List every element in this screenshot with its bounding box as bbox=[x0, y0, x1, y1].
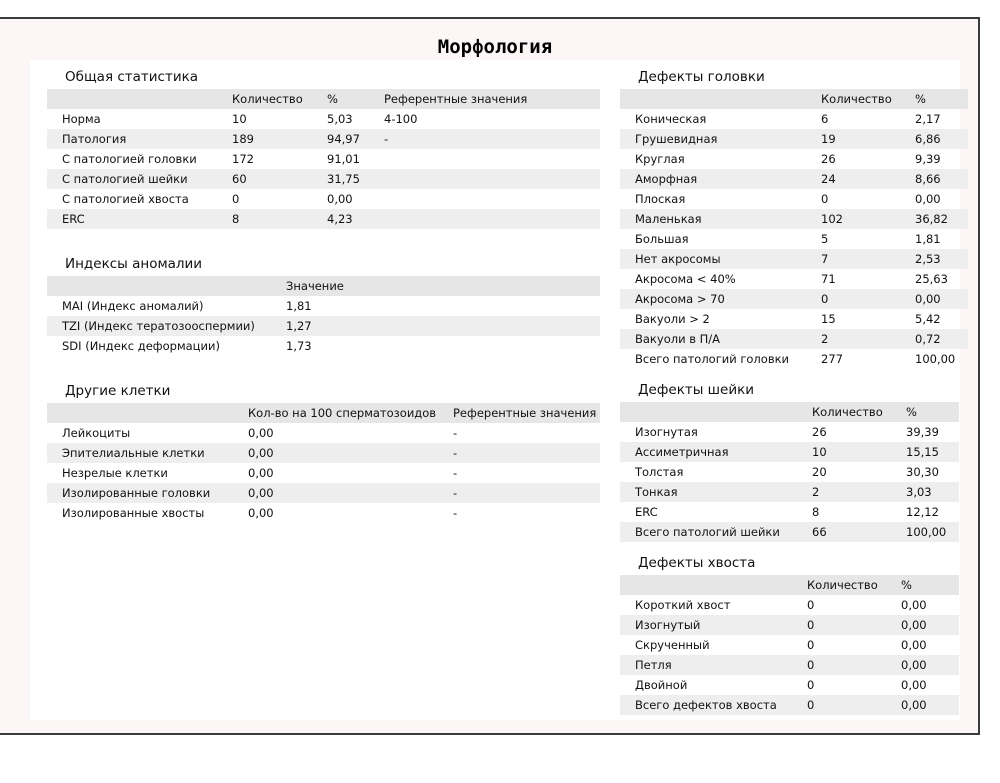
table-cell: - bbox=[453, 426, 458, 440]
table-cell: 0,00 bbox=[901, 678, 927, 692]
table-cell: 100,00 bbox=[915, 352, 956, 366]
table-cell: 25,63 bbox=[915, 272, 948, 286]
table-row bbox=[620, 289, 968, 309]
table-row bbox=[620, 209, 968, 229]
tail-defects-title: Дефекты хвоста bbox=[638, 555, 756, 571]
table-cell bbox=[384, 189, 600, 209]
table-cell: 0,00 bbox=[901, 695, 959, 715]
column-header: Количество bbox=[807, 575, 901, 595]
table-cell: 0 bbox=[807, 598, 815, 612]
table-header-row bbox=[620, 402, 959, 422]
table-row bbox=[620, 109, 968, 129]
table-header-row bbox=[620, 575, 959, 595]
table-row bbox=[47, 209, 600, 229]
table-row bbox=[47, 503, 600, 523]
table-cell: Вакуоли в П/А bbox=[620, 329, 821, 349]
table-cell: 0,00 bbox=[915, 192, 941, 206]
table-cell bbox=[384, 209, 600, 229]
table-cell: Плоская bbox=[635, 192, 686, 206]
table-cell bbox=[384, 169, 600, 189]
column-header bbox=[620, 402, 812, 422]
table-cell: 0 bbox=[821, 289, 915, 309]
table-cell: 102 bbox=[821, 209, 915, 229]
column-header bbox=[620, 575, 807, 595]
table-row bbox=[620, 269, 968, 289]
column-header: % bbox=[915, 89, 968, 109]
column-header: Количество bbox=[812, 402, 906, 422]
table-row bbox=[47, 423, 600, 443]
tail-defects-table bbox=[620, 575, 959, 715]
table-row bbox=[47, 336, 600, 356]
table-cell: 6,86 bbox=[915, 129, 968, 149]
table-cell: 0,00 bbox=[901, 638, 927, 652]
table-cell: 24 bbox=[821, 169, 915, 189]
table-header-row bbox=[47, 276, 600, 296]
column-header: % bbox=[901, 575, 959, 595]
table-row bbox=[620, 442, 959, 462]
table-cell bbox=[384, 149, 600, 169]
table-cell: 31,75 bbox=[327, 169, 384, 189]
table-cell: Лейкоциты bbox=[62, 426, 131, 440]
table-cell: Ассиметричная bbox=[620, 442, 812, 462]
column-header: Количество bbox=[232, 89, 327, 109]
table-row bbox=[620, 595, 959, 615]
table-row bbox=[620, 635, 959, 655]
anomaly-indices-table bbox=[47, 276, 600, 356]
table-row bbox=[620, 149, 968, 169]
column-header: % bbox=[327, 89, 384, 109]
table-row bbox=[620, 482, 959, 502]
table-cell: 0,00 bbox=[327, 192, 353, 206]
other-cells-table bbox=[47, 403, 600, 523]
table-cell: С патологией хвоста bbox=[62, 192, 189, 206]
table-cell: 19 bbox=[821, 129, 915, 149]
table-row bbox=[47, 189, 600, 209]
table-cell: 189 bbox=[232, 129, 327, 149]
table-cell: - bbox=[453, 466, 458, 480]
table-cell: 0 bbox=[807, 678, 815, 692]
table-row bbox=[620, 502, 959, 522]
table-cell: TZI (Индекс тератозооспермии) bbox=[47, 316, 286, 336]
table-row bbox=[620, 249, 968, 269]
table-cell: 172 bbox=[232, 152, 254, 166]
table-cell: Изолированные головки bbox=[47, 483, 248, 503]
table-cell: 15,15 bbox=[906, 442, 959, 462]
table-cell: Круглая bbox=[635, 152, 685, 166]
table-cell: 0,00 bbox=[248, 483, 453, 503]
table-cell: 7 bbox=[821, 249, 915, 269]
table-header-row bbox=[620, 89, 968, 109]
table-row bbox=[47, 463, 600, 483]
table-cell: 0,00 bbox=[901, 615, 959, 635]
table-cell: 8 bbox=[812, 505, 820, 519]
table-row bbox=[620, 522, 959, 542]
table-cell: 4,23 bbox=[327, 209, 384, 229]
table-cell: 8,66 bbox=[915, 169, 968, 189]
table-cell: 20 bbox=[812, 465, 827, 479]
table-cell: - bbox=[453, 443, 600, 463]
table-cell: 71 bbox=[821, 272, 836, 286]
table-cell: SDI (Индекс деформации) bbox=[62, 339, 220, 353]
column-header: Кол-во на 100 сперматозоидов bbox=[248, 403, 453, 423]
table-row bbox=[620, 129, 968, 149]
neck-defects-title: Дефекты шейки bbox=[638, 382, 755, 398]
table-cell: 2 bbox=[821, 329, 915, 349]
table-cell: Короткий хвост bbox=[635, 598, 731, 612]
table-cell: Двойной bbox=[635, 678, 688, 692]
head-defects-title: Дефекты головки bbox=[638, 69, 765, 85]
table-cell: 100,00 bbox=[906, 522, 959, 542]
table-cell: 0 bbox=[807, 615, 901, 635]
table-row bbox=[47, 149, 600, 169]
table-cell: 6 bbox=[821, 112, 829, 126]
table-row bbox=[620, 189, 968, 209]
table-cell: 60 bbox=[232, 169, 327, 189]
table-row bbox=[620, 349, 968, 369]
table-cell: Нет акросомы bbox=[620, 249, 821, 269]
table-cell: 0,00 bbox=[248, 426, 274, 440]
table-cell: Изогнутая bbox=[635, 425, 698, 439]
table-cell: 94,97 bbox=[327, 129, 384, 149]
table-cell: 3,03 bbox=[906, 482, 959, 502]
table-cell: - bbox=[384, 129, 600, 149]
head-defects-table bbox=[620, 89, 968, 369]
table-row bbox=[620, 309, 968, 329]
table-cell: 2 bbox=[812, 482, 906, 502]
table-cell: 0 bbox=[807, 638, 815, 652]
table-row bbox=[47, 443, 600, 463]
table-cell: Тонкая bbox=[620, 482, 812, 502]
table-cell: Изогнутый bbox=[620, 615, 807, 635]
anomaly-indices-title: Индексы аномалии bbox=[65, 256, 203, 272]
table-cell: Коническая bbox=[635, 112, 707, 126]
table-cell: Эпителиальные клетки bbox=[47, 443, 248, 463]
table-cell: ERC bbox=[47, 209, 232, 229]
table-cell: 66 bbox=[812, 522, 906, 542]
table-cell: С патологией головки bbox=[62, 152, 197, 166]
table-row bbox=[47, 109, 600, 129]
column-header bbox=[620, 89, 821, 109]
table-cell: 10 bbox=[232, 112, 247, 126]
table-cell: Аморфная bbox=[620, 169, 821, 189]
table-row bbox=[620, 229, 968, 249]
table-row bbox=[620, 615, 959, 635]
column-header: Референтные значения bbox=[453, 403, 600, 423]
table-row bbox=[47, 316, 600, 336]
table-cell: Вакуоли > 2 bbox=[635, 312, 710, 326]
table-cell: 0,00 bbox=[901, 655, 959, 675]
general-stats-title: Общая статистика bbox=[65, 69, 199, 85]
table-cell: 1,81 bbox=[286, 299, 312, 313]
table-cell: 0,00 bbox=[248, 443, 453, 463]
table-row bbox=[620, 422, 959, 442]
table-row bbox=[47, 483, 600, 503]
table-cell: 26 bbox=[812, 425, 827, 439]
table-row bbox=[47, 169, 600, 189]
table-cell: Большая bbox=[635, 232, 689, 246]
table-cell: Толстая bbox=[635, 465, 684, 479]
general-stats-table bbox=[47, 89, 600, 229]
table-cell: 5,03 bbox=[327, 112, 353, 126]
other-cells-title: Другие клетки bbox=[65, 383, 171, 399]
table-cell: MAI (Индекс аномалий) bbox=[62, 299, 204, 313]
table-cell: 0 bbox=[807, 655, 901, 675]
table-cell: 9,39 bbox=[915, 152, 941, 166]
column-header: Количество bbox=[821, 89, 915, 109]
table-cell: 1,73 bbox=[286, 339, 312, 353]
table-cell: 277 bbox=[821, 352, 843, 366]
table-cell: 0,00 bbox=[901, 598, 927, 612]
table-cell: - bbox=[453, 483, 600, 503]
table-cell: 12,12 bbox=[906, 505, 939, 519]
table-cell: 0,72 bbox=[915, 329, 968, 349]
table-row bbox=[620, 462, 959, 482]
table-cell: 0,00 bbox=[248, 506, 274, 520]
table-cell: 2,53 bbox=[915, 249, 968, 269]
table-row bbox=[620, 695, 959, 715]
column-header: % bbox=[906, 402, 959, 422]
table-cell: 5 bbox=[821, 232, 829, 246]
table-cell: - bbox=[453, 506, 458, 520]
table-cell: 26 bbox=[821, 152, 836, 166]
table-cell: Маленькая bbox=[620, 209, 821, 229]
table-cell: 1,27 bbox=[286, 316, 600, 336]
table-cell: Всего патологий головки bbox=[635, 352, 790, 366]
table-cell: Акросома < 40% bbox=[635, 272, 736, 286]
table-row bbox=[620, 675, 959, 695]
table-cell: 39,39 bbox=[906, 425, 939, 439]
neck-defects-table bbox=[620, 402, 959, 542]
table-cell: Всего патологий шейки bbox=[620, 522, 812, 542]
table-cell: Незрелые клетки bbox=[62, 466, 168, 480]
column-header bbox=[47, 403, 248, 423]
table-cell: Всего дефектов хвоста bbox=[620, 695, 807, 715]
table-cell: 91,01 bbox=[327, 152, 360, 166]
table-cell: С патологией шейки bbox=[47, 169, 232, 189]
table-cell: Скрученный bbox=[635, 638, 710, 652]
table-cell: 0,00 bbox=[248, 466, 274, 480]
column-header: Референтные значения bbox=[384, 89, 600, 109]
table-cell: Петля bbox=[620, 655, 807, 675]
table-row bbox=[620, 329, 968, 349]
table-cell: Грушевидная bbox=[620, 129, 821, 149]
table-cell: 0 bbox=[807, 695, 901, 715]
table-cell: 5,42 bbox=[915, 312, 941, 326]
column-header bbox=[47, 89, 232, 109]
table-cell: 30,30 bbox=[906, 465, 939, 479]
table-row bbox=[47, 296, 600, 316]
table-cell: Патология bbox=[47, 129, 232, 149]
table-cell: 1,81 bbox=[915, 232, 941, 246]
table-cell: 2,17 bbox=[915, 112, 941, 126]
table-header-row bbox=[47, 89, 600, 109]
table-cell: 15 bbox=[821, 312, 836, 326]
table-cell: 0,00 bbox=[915, 289, 968, 309]
table-cell: Норма bbox=[62, 112, 101, 126]
table-header-row bbox=[47, 403, 600, 423]
page-title: Морфология bbox=[437, 36, 553, 58]
column-header bbox=[47, 276, 286, 296]
table-cell: 36,82 bbox=[915, 209, 968, 229]
table-cell: 0 bbox=[232, 192, 240, 206]
table-cell: Акросома > 70 bbox=[620, 289, 821, 309]
table-row bbox=[620, 169, 968, 189]
table-cell: 4-100 bbox=[384, 112, 418, 126]
table-row bbox=[620, 655, 959, 675]
table-cell: 10 bbox=[812, 442, 906, 462]
column-header: Значение bbox=[286, 276, 600, 296]
table-cell: ERC bbox=[635, 505, 658, 519]
table-cell: 0 bbox=[821, 192, 829, 206]
table-cell: Изолированные хвосты bbox=[62, 506, 205, 520]
table-cell: 8 bbox=[232, 209, 327, 229]
table-row bbox=[47, 129, 600, 149]
